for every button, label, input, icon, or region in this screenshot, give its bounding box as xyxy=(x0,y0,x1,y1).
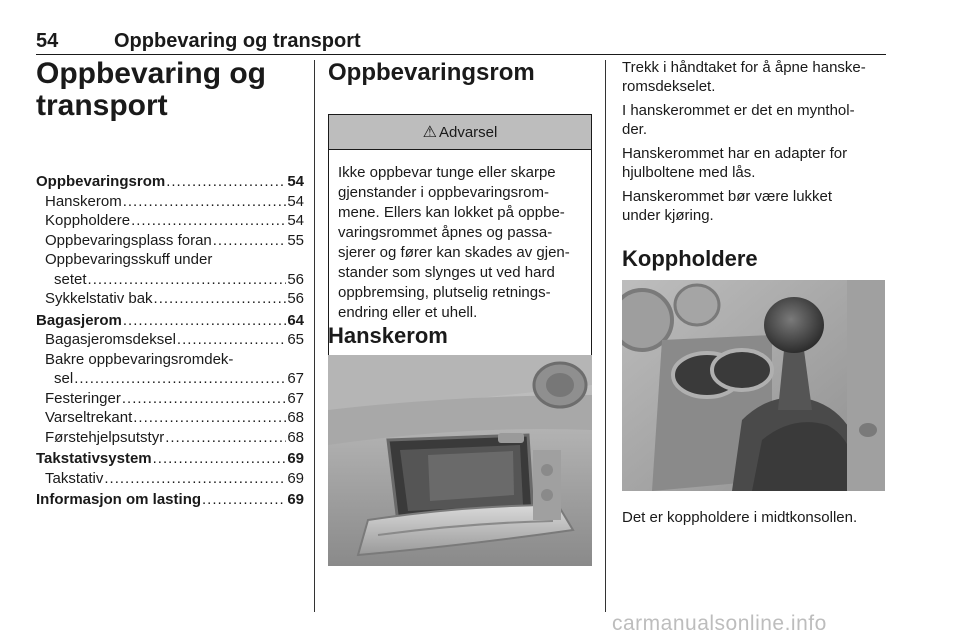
header-rule xyxy=(36,54,886,55)
toc-entry-bagasjeromsdeksel[interactable]: Bagasjeromsdeksel ..... 65 xyxy=(36,330,304,350)
toc-entry-sykkelstativ[interactable]: Sykkelstativ bak ..... 56 xyxy=(36,289,304,309)
toc-entry-oppbevaringsrom[interactable]: Oppbevaringsrom ..... 54 xyxy=(36,172,304,192)
warning-header xyxy=(329,115,591,150)
toc-entry-koppholdere[interactable]: Koppholdere ..... 54 xyxy=(36,211,304,231)
toc-entry-festeringer[interactable]: Festeringer ..... 67 xyxy=(36,389,304,409)
section-title-koppholdere: Koppholdere xyxy=(622,246,758,271)
warning-heading: Advarsel xyxy=(438,123,498,141)
column-divider-2 xyxy=(605,60,606,612)
toc-entry-forstehjelpsutstyr[interactable]: Førstehjelpsutstyr ..... 68 xyxy=(36,428,304,448)
glovebox-info-column xyxy=(622,58,886,273)
cupholder-photo xyxy=(622,280,885,491)
table-of-contents xyxy=(36,172,304,510)
toc-entry-varseltrekant[interactable]: Varseltrekant ..... 68 xyxy=(36,408,304,428)
chapter-title: Oppbevaring og transport xyxy=(36,57,267,122)
glovebox-photo xyxy=(328,355,592,566)
paragraph-open-lid: Trekk i håndtaket for å åpne hanske- romsdekselet. xyxy=(622,59,866,95)
site-watermark: carmanualsonline.info xyxy=(612,612,827,635)
running-title: Oppbevaring og transport xyxy=(114,30,361,52)
toc-entry-hanskerom[interactable]: Hanskerom ..... 54 xyxy=(36,192,304,212)
paragraph-coin-holder: I hanskerommet er det en mynthol- der. xyxy=(622,102,855,138)
page-number: 54 xyxy=(36,30,59,52)
toc-entry-takstativsystem[interactable]: Takstativsystem ..... 69 xyxy=(36,449,304,469)
toc-entry-oppbevaringsskuff-line2[interactable]: setet ..... 56 xyxy=(36,270,304,290)
paragraph-wheel-adapter: Hanskerommet har en adapter for hjulboltene med lås. xyxy=(622,145,848,181)
cupholder-caption: Det er koppholdere i midtkonsollen. xyxy=(622,509,858,526)
warning-text: Ikke oppbevar tunge eller skarpe gjenstander i oppbevaringsrom- mene. Ellers kan lokket på oppbe- varingsrommet åpnes og passa- sjerer og fører kan skades av gjen- stander som slynges ut ved hard oppbremsing, plutselig retnings- endring eller et uhell. xyxy=(338,164,570,321)
section-title-hanskerom: Hanskerom xyxy=(328,323,448,348)
section-title-oppbevaringsrom: Oppbevaringsrom xyxy=(328,59,535,86)
warning-triangle-icon: ⚠ xyxy=(422,124,437,141)
storage-column xyxy=(328,58,592,348)
paragraph-keep-closed: Hanskerommet bør være lukket under kjøring. xyxy=(622,188,833,224)
toc-entry-bakre-line1[interactable]: Bakre oppbevaringsromdek- xyxy=(45,350,234,368)
chapter-contents-column xyxy=(36,58,304,510)
column-divider-1 xyxy=(314,60,315,612)
toc-entry-oppbevaringsplass-foran[interactable]: Oppbevaringsplass foran ..... 55 xyxy=(36,231,304,251)
toc-entry-informasjon-om-lasting[interactable]: Informasjon om lasting ..... 69 xyxy=(36,490,304,510)
toc-entry-bagasjerom[interactable]: Bagasjerom ..... 64 xyxy=(36,311,304,331)
toc-entry-takstativ[interactable]: Takstativ ..... 69 xyxy=(36,469,304,489)
toc-entry-oppbevaringsskuff-line1[interactable]: Oppbevaringsskuff under xyxy=(45,251,213,268)
toc-entry-bakre-line2[interactable]: sel ..... 67 xyxy=(36,369,304,389)
